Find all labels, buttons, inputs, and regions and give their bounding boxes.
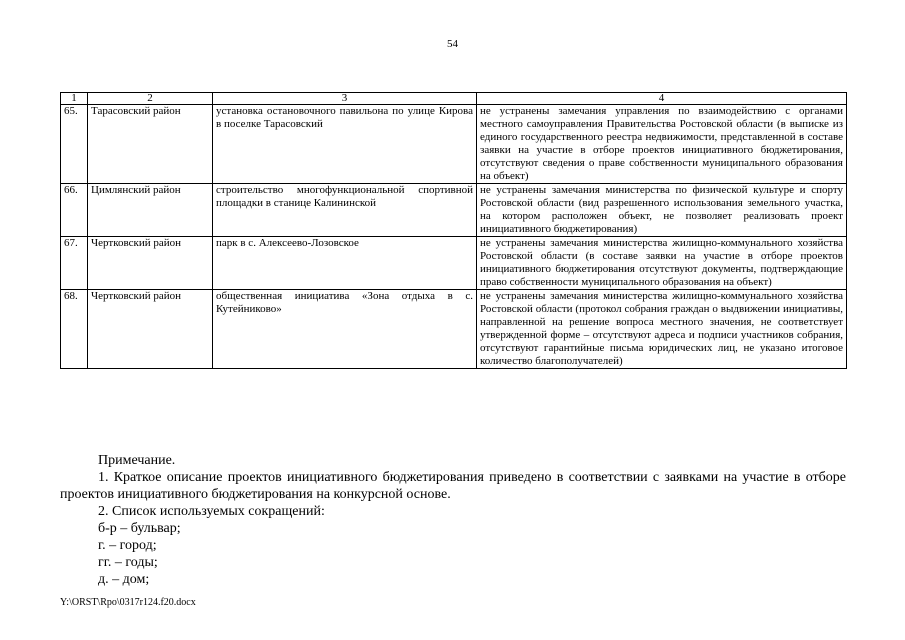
project-cell: установка остановочного павильона по улице Кирова в поселке Тарасовский bbox=[213, 105, 477, 184]
footer-file-path: Y:\ORST\Rpo\0317r124.f20.docx bbox=[60, 597, 196, 608]
reason-cell: не устранены замечания министерства жилищно-коммунального хозяйства Ростовской области (в составе заявки на участие в отборе проектов инициативного бюджетирования отсутствуют документы, подтверждающие право собственности муниципального образования на объект) bbox=[477, 237, 847, 290]
district-cell: Чертковский район bbox=[88, 237, 213, 290]
reason-cell: не устранены замечания министерства жилищно-коммунального хозяйства Ростовской области (протокол собрания граждан о выдвижении инициативы, направленной на решение вопроса местного значения, не соответствует утвержденной форме – отсутствуют адреса и подписи участников собрания, отсутствуют гарантийные письма юридических лиц, не указано итоговое количество благополучателей) bbox=[477, 290, 847, 369]
column-header: 3 bbox=[213, 93, 477, 105]
note-item-2: 2. Список используемых сокращений: bbox=[98, 504, 325, 519]
abbreviation-item: г. – город; bbox=[98, 538, 157, 553]
district-cell: Чертковский район bbox=[88, 290, 213, 369]
note-item-1: 1. Краткое описание проектов инициативного бюджетирования приведено в соответствии с заявками на участие в отборе проектов инициативного бюджетирования на конкурсной основе. bbox=[60, 470, 846, 502]
row-number: 65. bbox=[61, 105, 88, 184]
table-row bbox=[61, 184, 847, 237]
abbreviation-item: гг. – годы; bbox=[98, 555, 158, 570]
row-number: 67. bbox=[61, 237, 88, 290]
table-row bbox=[61, 105, 847, 184]
column-header: 4 bbox=[477, 93, 847, 105]
abbreviation-item: б-р – бульвар; bbox=[98, 521, 181, 536]
table-header-row bbox=[61, 93, 847, 105]
notes-title: Примечание. bbox=[98, 453, 176, 468]
project-cell: строительство многофункциональной спортивной площадки в станице Калининской bbox=[213, 184, 477, 237]
table-row bbox=[61, 237, 847, 290]
abbreviation-item: д. – дом; bbox=[98, 572, 150, 587]
district-cell: Тарасовский район bbox=[88, 105, 213, 184]
project-cell: общественная инициатива «Зона отдыха в с. Кутейниково» bbox=[213, 290, 477, 369]
row-number: 66. bbox=[61, 184, 88, 237]
project-cell: парк в с. Алексеево-Лозовское bbox=[213, 237, 477, 290]
district-cell: Цимлянский район bbox=[88, 184, 213, 237]
page-number: 54 bbox=[447, 38, 458, 50]
row-number: 68. bbox=[61, 290, 88, 369]
column-header: 2 bbox=[88, 93, 213, 105]
projects-table bbox=[60, 92, 847, 369]
reason-cell: не устранены замечания министерства по физической культуре и спорту Ростовской области (вид разрешенного использования земельного участка, на котором расположен объект, не позволяет реализовать проект инициативного бюджетирования) bbox=[477, 184, 847, 237]
table-row bbox=[61, 290, 847, 369]
reason-cell: не устранены замечания управления по взаимодействию с органами местного самоуправления Правительства Ростовской области (в выписке из единого государственного реестра недвижимости, представленной в составе заявки на участие в отборе проектов инициативного бюджетирования, отсутствуют сведения о праве собственности муниципального образования на объект) bbox=[477, 105, 847, 184]
column-header: 1 bbox=[61, 93, 88, 105]
